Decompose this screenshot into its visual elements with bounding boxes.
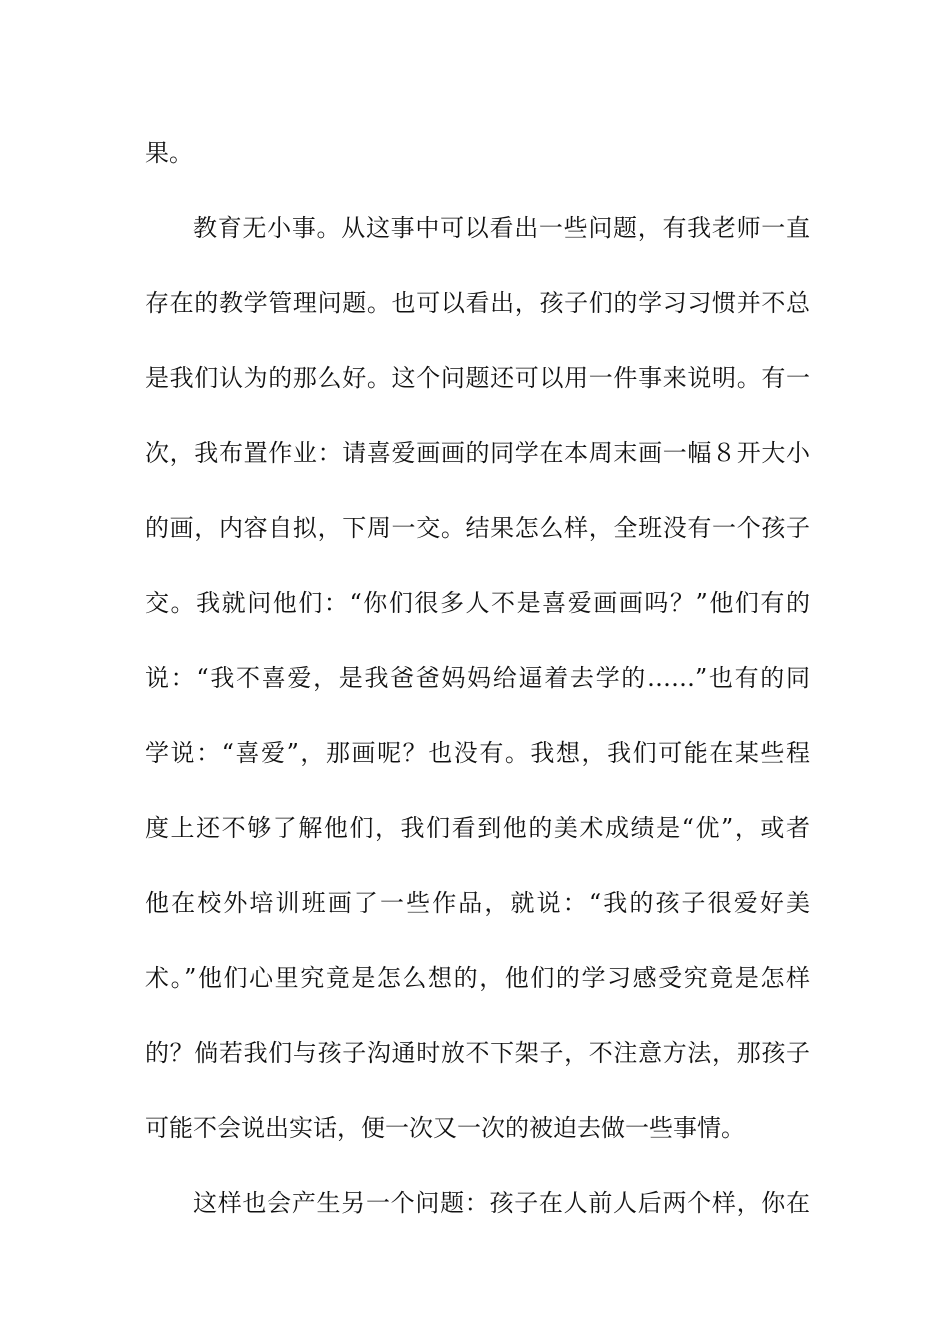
text-line: 的？倘若我们与孩子沟通时放不下架子，不注意方法，那孩子 xyxy=(145,1039,810,1067)
text-line: 果。 xyxy=(145,139,193,167)
paragraph-first-line: 教育无小事。从这事中可以看出一些问题，有我老师一直 xyxy=(193,214,810,242)
text-line: 学说：“喜爱”，那画呢？也没有。我想，我们可能在某些程 xyxy=(145,739,810,767)
text-line: 次，我布置作业：请喜爱画画的同学在本周末画一幅８开大小 xyxy=(145,439,810,467)
text-line: 存在的教学管理问题。也可以看出，孩子们的学习习惯并不总 xyxy=(145,289,810,317)
text-line: 的画，内容自拟，下周一交。结果怎么样，全班没有一个孩子 xyxy=(145,514,810,542)
text-line: 交。我就问他们：“你们很多人不是喜爱画画吗？”他们有的 xyxy=(145,589,810,617)
paragraph-first-line: 这样也会产生另一个问题：孩子在人前人后两个样，你在 xyxy=(193,1189,810,1217)
text-line: 说：“我不喜爱，是我爸爸妈妈给逼着去学的……”也有的同 xyxy=(145,664,810,692)
text-line: 术。”他们心里究竟是怎么想的，他们的学习感受究竟是怎样 xyxy=(145,964,810,992)
text-line: 可能不会说出实话，便一次又一次的被迫去做一些事情。 xyxy=(145,1114,745,1142)
text-line: 他在校外培训班画了一些作品，就说：“我的孩子很爱好美 xyxy=(145,889,810,917)
text-line: 是我们认为的那么好。这个问题还可以用一件事来说明。有一 xyxy=(145,364,810,392)
text-line: 度上还不够了解他们，我们看到他的美术成绩是“优”，或者 xyxy=(145,814,810,842)
